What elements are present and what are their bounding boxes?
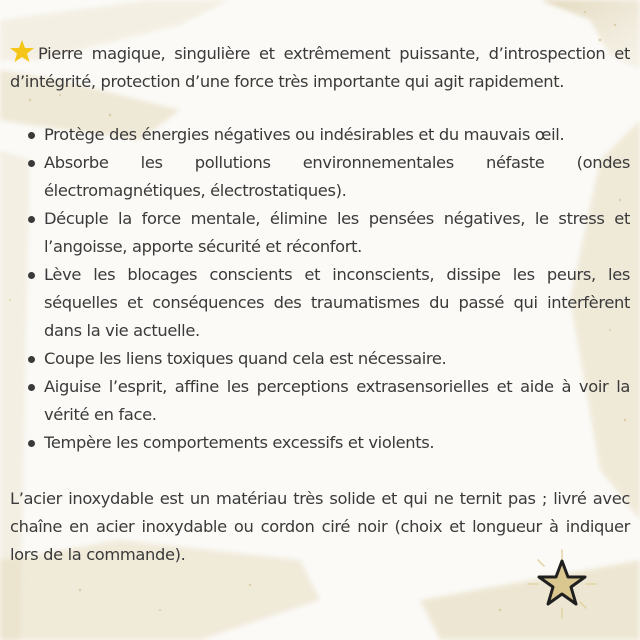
bullet-icon: [28, 384, 35, 391]
description-block: [10, 40, 630, 569]
intro-text: Pierre magique, singulière et extrêmement puissante, d’introspection et d’intégrité, protection d’une force très importante qui agit rapidement.: [10, 44, 630, 91]
list-item: Absorbe les pollutions environnementales néfaste (ondes électromagnétiques, électrostatiques).: [28, 149, 630, 205]
star-icon: [10, 40, 34, 62]
list-item: Lève les blocages conscients et inconscients, dissipe les peurs, les séquelles et conséquences des traumatismes du passé qui interfèrent dans la vie actuelle.: [28, 261, 630, 345]
outro-paragraph: L’acier inoxydable est un matériau très solide et qui ne ternit pas ; livré avec chaîne en acier inoxydable ou cordon ciré noir (choix et longueur à indiquer lors de la commande).: [10, 489, 630, 564]
list-item: Tempère les comportements excessifs et violents.: [28, 429, 630, 457]
benefits-list: [10, 121, 630, 457]
intro-paragraph: [10, 40, 630, 96]
bullet-icon: [28, 160, 35, 167]
list-item: Décuple la force mentale, élimine les pensées négatives, le stress et l’angoisse, apporte sécurité et réconfort.: [28, 205, 630, 261]
list-item: Coupe les liens toxiques quand cela est nécessaire.: [28, 345, 630, 373]
bullet-icon: [28, 216, 35, 223]
list-item: Aiguise l’esprit, affine les perceptions extrasensorielles et aide à voir la vérité en face.: [28, 373, 630, 429]
bullet-icon: [28, 356, 35, 363]
list-item: Protège des énergies négatives ou indésirables et du mauvais œil.: [28, 121, 630, 149]
bullet-icon: [28, 132, 35, 139]
bullet-icon: [28, 272, 35, 279]
bullet-icon: [28, 440, 35, 447]
sparkle-star-icon: [526, 548, 598, 620]
